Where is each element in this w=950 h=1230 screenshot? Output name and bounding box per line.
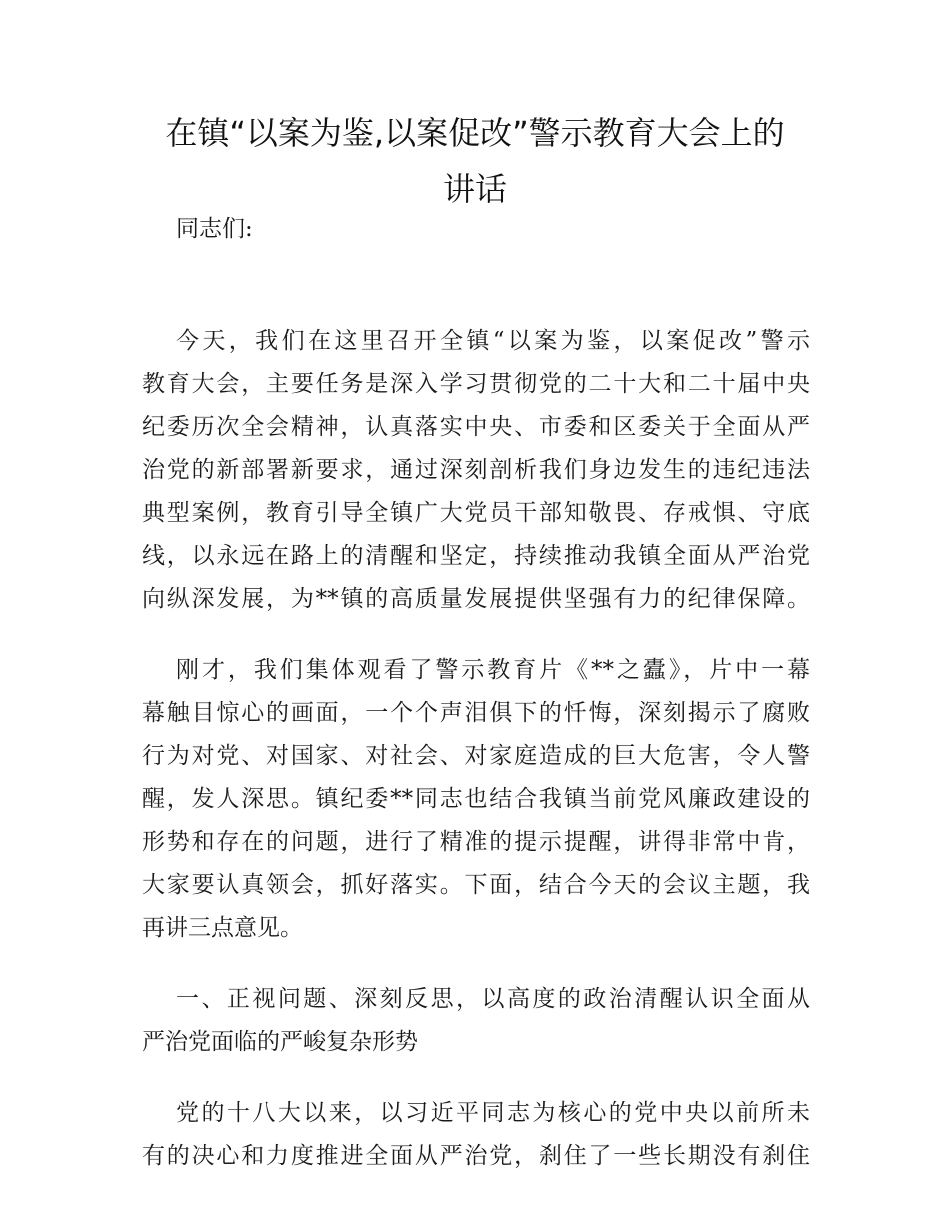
paragraph-1-line-7: 向纵深发展，为**镇的高质量发展提供坚强有力的纪律保障。 <box>142 586 810 612</box>
paragraph-2-line-3: 行为对党、对国家、对社会、对家庭造成的巨大危害，令人警 <box>142 743 810 769</box>
paragraph-1-line-1: 今天，我们在这里召开全镇“以案为鉴，以案促改”警示 <box>176 328 810 354</box>
document-title-line-2: 讲话 <box>442 170 507 208</box>
paragraph-2-line-4: 醒，发人深思。镇纪委**同志也结合我镇当前党风廉政建设的 <box>142 786 810 812</box>
paragraph-1-line-5: 典型案例，教育引导全镇广大党员干部知敬畏、存戒惧、守底 <box>142 500 810 526</box>
paragraph-2-line-5: 形势和存在的问题，进行了精准的提示提醒，讲得非常中肯， <box>142 829 810 855</box>
salutation: 同志们: <box>176 216 253 242</box>
paragraph-1-line-4: 治党的新部署新要求，通过深刻剖析我们身边发生的违纪违法 <box>142 457 810 483</box>
paragraph-2-line-1: 刚才，我们集体观看了警示教育片《**之蠹》，片中一幕 <box>176 657 810 683</box>
paragraph-1-line-3: 纪委历次全会精神，认真落实中央、市委和区委关于全面从严 <box>142 414 810 440</box>
paragraph-1-line-6: 线，以永远在路上的清醒和坚定，持续推动我镇全面从严治党 <box>142 543 810 569</box>
paragraph-2-line-6: 大家要认真领会，抓好落实。下面，结合今天的会议主题，我 <box>142 872 810 898</box>
paragraph-3-line-2: 有的决心和力度推进全面从严治党，刹住了一些长期没有刹住 <box>142 1143 810 1169</box>
paragraph-3-line-1: 党的十八大以来，以习近平同志为核心的党中央以前所未 <box>176 1100 810 1126</box>
paragraph-1-line-2: 教育大会，主要任务是深入学习贯彻党的二十大和二十届中央 <box>142 371 810 397</box>
paragraph-2-line-2: 幕触目惊心的画面，一个个声泪俱下的忏悔，深刻揭示了腐败 <box>142 700 810 726</box>
paragraph-2-line-7: 再讲三点意见。 <box>142 915 303 941</box>
section-heading-1-line-1: 一、正视问题、深刻反思，以高度的政治清醒认识全面从 <box>176 986 810 1012</box>
section-heading-1-line-2: 严治党面临的严峻复杂形势 <box>142 1029 418 1055</box>
document-title-line-1: 在镇“以案为鉴,以案促改”警示教育大会上的 <box>165 114 785 152</box>
